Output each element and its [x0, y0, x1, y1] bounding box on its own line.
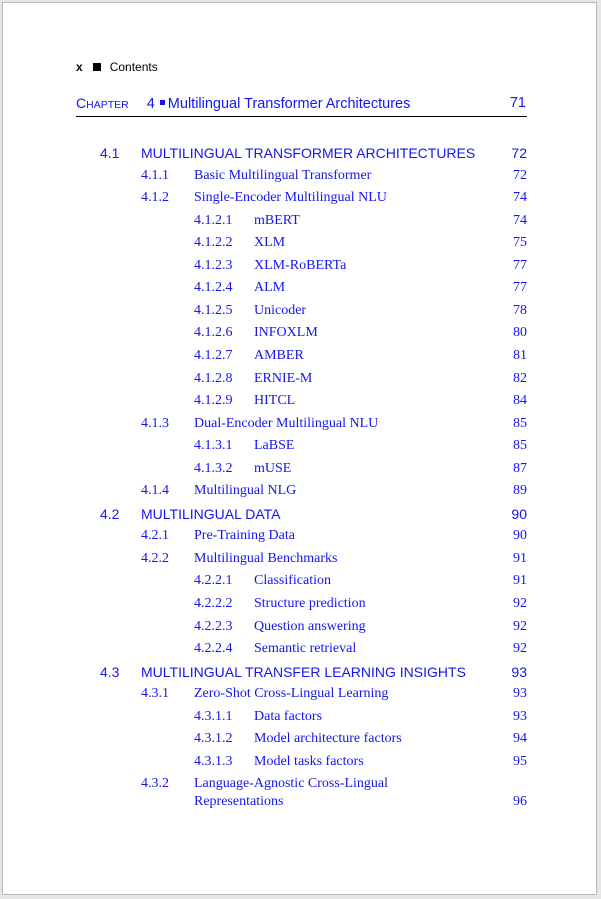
toc-subsubsection[interactable]	[194, 573, 527, 593]
toc-subsubsection[interactable]	[194, 325, 527, 345]
toc-page: 92	[513, 618, 527, 634]
toc-number: 4.3	[100, 663, 120, 680]
toc-section[interactable]	[100, 145, 527, 165]
toc-page: 77	[513, 280, 527, 296]
header-page-number: x	[76, 60, 83, 74]
toc-title: Dual-Encoder Multilingual NLU	[194, 415, 379, 431]
toc-subsection[interactable]	[141, 168, 527, 188]
toc-subsubsection[interactable]	[194, 461, 527, 481]
toc-page: 75	[513, 235, 527, 251]
toc-number: 4.2	[100, 505, 120, 522]
toc-page: 72	[513, 167, 527, 183]
toc-title: Model architecture factors	[254, 731, 402, 747]
toc-title: Zero-Shot Cross-Lingual Learning	[194, 686, 389, 702]
toc-title: Multilingual Benchmarks	[194, 550, 338, 566]
toc-page: 93	[513, 686, 527, 702]
toc-page: 96	[513, 794, 527, 810]
toc-number: 4.1.3	[141, 415, 169, 431]
toc-subsection[interactable]	[141, 776, 527, 814]
toc-title: Pre-Training Data	[194, 528, 295, 544]
toc-number: 4.1.2	[141, 190, 169, 206]
toc-number: 4.1.4	[141, 483, 169, 499]
chapter-title: Multilingual Transformer Architectures	[167, 96, 411, 112]
toc-page: 90	[511, 505, 527, 522]
toc-subsection[interactable]	[141, 551, 527, 571]
toc-number: 4.1.3.2	[194, 460, 233, 476]
toc-title: AMBER	[254, 347, 304, 363]
chapter-entry[interactable]	[76, 95, 526, 115]
toc-page: 89	[513, 483, 527, 499]
toc-title: Question answering	[254, 618, 366, 634]
toc-number: 4.2.2.1	[194, 573, 233, 589]
toc-title: Model tasks factors	[254, 753, 364, 769]
toc-subsubsection[interactable]	[194, 754, 527, 774]
toc-number: 4.3.1.1	[194, 708, 233, 724]
toc-number: 4.3.1	[141, 686, 169, 702]
chapter-word: CHAPTER	[76, 95, 129, 111]
toc-page: 72	[511, 145, 527, 161]
toc-title: XLM	[254, 235, 286, 251]
toc-title: HITCL	[254, 393, 296, 409]
toc-title-continuation: Representations	[194, 794, 284, 810]
toc-subsubsection[interactable]	[194, 213, 527, 233]
toc-subsubsection[interactable]	[194, 619, 527, 639]
toc-page: 77	[513, 257, 527, 273]
toc-number: 4.1.2.1	[194, 212, 233, 228]
toc-title: ALM	[254, 280, 286, 296]
toc-subsubsection[interactable]	[194, 393, 527, 413]
toc-title: mUSE	[254, 460, 292, 476]
toc-number: 4.1.2.2	[194, 235, 233, 251]
toc-subsubsection[interactable]	[194, 731, 527, 751]
chapter-page: 71	[509, 95, 526, 111]
toc-number: 4.1.2.5	[194, 302, 233, 318]
toc-subsubsection[interactable]	[194, 258, 527, 278]
toc-number: 4.1.2.3	[194, 257, 233, 273]
toc-page: 91	[513, 573, 527, 589]
toc-page: 92	[513, 641, 527, 657]
toc-title: Single-Encoder Multilingual NLU	[194, 190, 387, 206]
toc-subsubsection[interactable]	[194, 303, 527, 323]
toc-title: Multilingual NLG	[194, 483, 297, 499]
toc-page: 93	[511, 663, 527, 680]
running-header	[76, 60, 158, 74]
toc-subsubsection[interactable]	[194, 709, 527, 729]
toc-title: Semantic retrieval	[254, 641, 357, 657]
toc-number: 4.1.2.6	[194, 325, 233, 341]
toc-subsubsection[interactable]	[194, 641, 527, 661]
toc-title: MULTILINGUAL DATA	[141, 505, 281, 522]
toc-title: MULTILINGUAL TRANSFER LEARNING INSIGHTS	[141, 663, 466, 680]
document-page	[2, 2, 597, 895]
toc-title: ERNIE-M	[254, 370, 313, 386]
square-bullet-icon	[160, 100, 165, 105]
toc-page: 81	[513, 347, 527, 363]
toc-title: Basic Multilingual Transformer	[194, 167, 372, 183]
toc-title: LaBSE	[254, 438, 295, 454]
toc-subsubsection[interactable]	[194, 348, 527, 368]
toc-title: mBERT	[254, 212, 300, 228]
toc-page: 74	[513, 190, 527, 206]
toc-subsection[interactable]	[141, 686, 527, 706]
toc-page: 82	[513, 370, 527, 386]
toc-subsection[interactable]	[141, 483, 527, 503]
toc-number: 4.3.1.2	[194, 731, 233, 747]
toc-page: 85	[513, 438, 527, 454]
toc-page: 78	[513, 302, 527, 318]
toc-number: 4.2.2.4	[194, 641, 233, 657]
toc-number: 4.1.2.9	[194, 393, 233, 409]
toc-section[interactable]	[100, 664, 527, 684]
toc-section[interactable]	[100, 506, 527, 526]
toc-subsection[interactable]	[141, 190, 527, 210]
toc-number: 4.1.2.7	[194, 347, 233, 363]
toc-title: Unicoder	[254, 302, 307, 318]
toc-page: 80	[513, 325, 527, 341]
toc-page: 84	[513, 393, 527, 409]
chapter-rule	[76, 116, 527, 117]
header-section: Contents	[109, 60, 158, 74]
toc-subsubsection[interactable]	[194, 438, 527, 458]
toc-number: 4.1.3.1	[194, 438, 233, 454]
toc-number: 4.2.2	[141, 550, 169, 566]
toc-page: 92	[513, 596, 527, 611]
toc-number: 4.3.1.3	[194, 753, 233, 769]
toc-page: 85	[513, 415, 527, 431]
toc-page: 93	[513, 708, 527, 724]
toc-page: 95	[513, 753, 527, 769]
toc-title: Data factors	[254, 708, 323, 724]
toc-number: 4.3.2	[141, 776, 169, 792]
toc-subsection[interactable]	[141, 528, 527, 548]
toc-subsubsection[interactable]	[194, 235, 527, 255]
toc-page: 87	[513, 460, 527, 476]
toc-page: 94	[513, 731, 527, 747]
toc-subsection[interactable]	[141, 416, 527, 436]
toc-subsubsection[interactable]	[194, 596, 527, 616]
toc-number: 4.2.2.2	[194, 596, 233, 611]
toc-number: 4.2.1	[141, 528, 169, 544]
toc-title: XLM-RoBERTa	[254, 257, 347, 273]
toc-number: 4.1.1	[141, 167, 169, 183]
toc-page: 74	[513, 212, 527, 228]
toc-number: 4.1.2.4	[194, 280, 233, 296]
chapter-number: 4	[146, 96, 155, 112]
toc-number: 4.1	[100, 145, 120, 161]
toc-number: 4.2.2.3	[194, 618, 233, 634]
toc-title: Classification	[254, 573, 331, 589]
toc-title: Language-Agnostic Cross-Lingual	[194, 776, 389, 792]
toc-subsubsection[interactable]	[194, 371, 527, 391]
toc-subsubsection[interactable]	[194, 280, 527, 300]
square-bullet-icon	[93, 63, 101, 71]
toc-number: 4.1.2.8	[194, 370, 233, 386]
toc-title: MULTILINGUAL TRANSFORMER ARCHITECTURES	[141, 145, 476, 161]
toc-title: Structure prediction	[254, 596, 366, 611]
toc-page: 90	[513, 528, 527, 544]
toc-title: INFOXLM	[254, 325, 318, 341]
toc-page: 91	[513, 550, 527, 566]
